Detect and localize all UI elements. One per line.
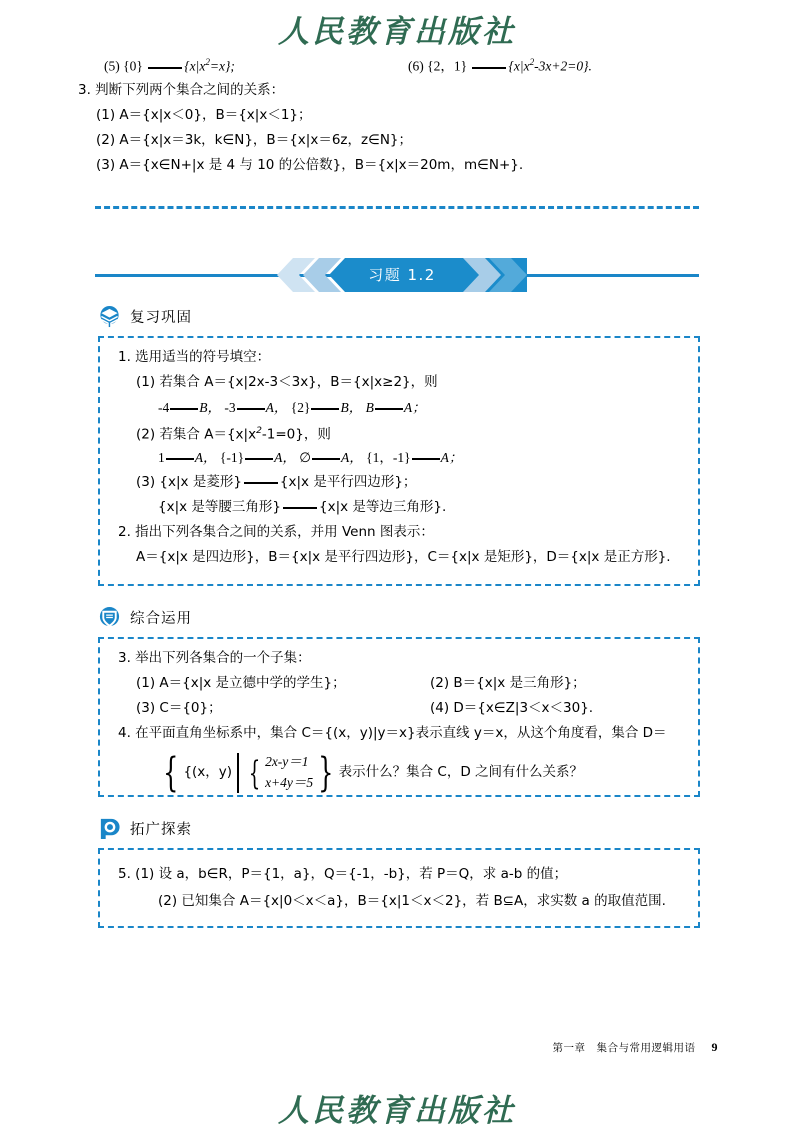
- footer-page-number: 9: [711, 1040, 718, 1054]
- q1-3-blank-1[interactable]: [244, 482, 278, 484]
- question-3-sub-3: (3) A＝{x∈N+|x 是 4 与 10 的公倍数}，B＝{x|x＝20m，m∈N+}.: [96, 157, 524, 173]
- exercise-box-apply-content: [100, 639, 698, 804]
- q1-1-val-b: -3: [224, 400, 236, 415]
- apply-q3-sub-2: (2) B＝{x|x 是三角形}；: [430, 675, 586, 691]
- section-title-explore: 拓广探索: [130, 821, 192, 838]
- exercise-row-5-6: [78, 58, 718, 84]
- item-6-right-prefix: {x|x: [508, 58, 530, 74]
- apply-q4-tail: 表示什么？集合 C，D 之间有什么关系？: [338, 764, 584, 781]
- review-q2-stem: 2. 指出下列各集合之间的关系，并用 Venn 图表示：: [118, 524, 434, 540]
- apply-q3-sub-3: (3) C＝{0}；: [136, 700, 222, 716]
- q1-1-val-d: B: [365, 400, 374, 415]
- item-5-blank[interactable]: [148, 67, 182, 69]
- q1-1-after-d: A；: [403, 400, 426, 415]
- q1-2-val-d: {1，-1}: [366, 450, 411, 465]
- magnifier-icon: [98, 817, 121, 840]
- apply-q4-set-open: {(x，y): [183, 764, 233, 781]
- apply-q4-equation-1: 2x-y＝1: [265, 754, 309, 769]
- q1-1-after-b: A，: [265, 400, 288, 415]
- set-brace-open: {: [163, 749, 179, 796]
- page-footer: [78, 1040, 718, 1055]
- review-q1-3-line1: [118, 476, 686, 501]
- q1-2-val-b: {-1}: [219, 450, 245, 465]
- exercise-box-review-content: [100, 338, 698, 582]
- q1-2-val-c: ∅: [299, 450, 311, 465]
- set-brace-close: }: [318, 749, 334, 796]
- q1-3-blank-2[interactable]: [283, 507, 317, 509]
- explore-q5-sub-2: (2) 已知集合 A＝{x|0＜x＜a}，B＝{x|1＜x＜2}，若 B⊆A，求实数 a 的取值范围.: [158, 893, 666, 909]
- question-3-sub-1: (1) A＝{x|x＜0}，B＝{x|x＜1}；: [96, 107, 312, 123]
- set-condition-bar: [237, 753, 239, 793]
- q1-2-lead-exponent: 2: [256, 425, 262, 436]
- q1-3-line2-a: {x|x 是等腰三角形}: [158, 499, 281, 515]
- apply-q4-equation-2: x+4y＝5: [265, 774, 314, 790]
- apply-q3-sub-1: (1) A＝{x|x 是立德中学的学生}；: [136, 675, 346, 691]
- q1-2-after-a: A，: [194, 450, 217, 465]
- exercise-box-explore: [98, 848, 700, 928]
- q1-3-line1-a: (3) {x|x 是菱形}: [136, 474, 242, 490]
- section-header-explore: [98, 815, 192, 841]
- q1-1-blank-a[interactable]: [170, 408, 198, 410]
- review-q1-3-line2: [118, 501, 686, 526]
- system-brace: {: [248, 752, 261, 792]
- section-title-apply: 综合运用: [130, 610, 192, 627]
- previous-exercises-block: [78, 58, 718, 184]
- q1-2-after-b: A，: [274, 450, 296, 465]
- apply-q3-row-1: [118, 677, 686, 702]
- item-6-left: {2，1}: [427, 58, 468, 74]
- publisher-logo-top: 人民教育出版社: [278, 14, 516, 49]
- explore-q5-sub-1: 5. (1) 设 a，b∈R，P＝{1，a}，Q＝{-1，-b}，若 P＝Q，求 a-b 的值；: [118, 866, 568, 882]
- q1-3-line2-b: {x|x 是等边三角形}.: [319, 499, 447, 515]
- apply-q4-system-row: [118, 749, 686, 798]
- item-5-right-suffix: =x};: [209, 58, 235, 74]
- q1-1-after-c: B，: [340, 400, 363, 415]
- q1-2-lead-suffix: -1=0}，则: [261, 426, 331, 443]
- review-q2-body: A＝{x|x 是四边形}，B＝{x|x 是平行四边形}，C＝{x|x 是矩形}，D＝{x|x 是正方形}.: [136, 549, 671, 565]
- review-q1-1-blanks: [118, 401, 686, 426]
- review-q1-2-blanks: [118, 451, 686, 476]
- q1-1-blank-d[interactable]: [375, 408, 403, 410]
- q1-1-blank-c[interactable]: [311, 408, 339, 410]
- q1-2-after-c: A，: [340, 450, 363, 465]
- footer-chapter: 第一章 集合与常用逻辑用语: [552, 1042, 696, 1054]
- q1-2-lead-prefix: (2) 若集合 A＝{x|x: [136, 426, 257, 443]
- publisher-logo-bottom: 人民教育出版社: [278, 1093, 516, 1128]
- apply-q3-sub-4: (4) D＝{x∈Z|3＜x＜30}.: [430, 700, 594, 716]
- item-6-right-suffix: -3x+2=0}.: [534, 58, 592, 74]
- banner-title: 习题 1.2: [368, 266, 436, 284]
- q1-3-line1-b: {x|x 是平行四边形}；: [279, 474, 417, 490]
- section-title-review: 复习巩固: [130, 309, 192, 326]
- review-q1-1-lead: (1) 若集合 A＝{x|2x-3＜3x}，B＝{x|x≥2}，则: [136, 374, 438, 390]
- item-5-number: (5): [104, 58, 120, 74]
- q1-2-after-d: A；: [440, 450, 463, 465]
- review-q1-stem: 1. 选用适当的符号填空：: [118, 349, 271, 365]
- shield-icon: [98, 606, 121, 629]
- question-3-sub-2: (2) A＝{x|x＝3k，k∈N}，B＝{x|x＝6z，z∈N}；: [96, 132, 413, 148]
- book-stack-icon: [98, 305, 121, 328]
- exercise-box-review: [98, 336, 700, 586]
- question-3-stem: 3. 判断下列两个集合之间的关系：: [78, 82, 285, 98]
- apply-q3-row-2: [118, 702, 686, 727]
- q1-1-after-a: B，: [199, 400, 221, 415]
- q1-1-blank-b[interactable]: [237, 408, 265, 410]
- q1-1-val-a: -4: [158, 400, 170, 415]
- q1-1-val-c: {2}: [290, 400, 311, 415]
- item-5-exponent: 2: [205, 57, 210, 67]
- q1-2-blank-d[interactable]: [412, 458, 440, 460]
- item-5-left: {0}: [123, 58, 143, 74]
- exercise-banner: [95, 258, 699, 292]
- q1-2-blank-b[interactable]: [245, 458, 273, 460]
- q1-2-blank-a[interactable]: [166, 458, 194, 460]
- section-header-review: [98, 303, 192, 329]
- item-6-number: (6): [408, 58, 424, 74]
- item-6-blank[interactable]: [472, 67, 506, 69]
- exercise-item-5: [104, 58, 235, 73]
- q1-2-val-a: 1: [158, 450, 165, 465]
- exercise-item-6: [408, 58, 592, 73]
- section-divider: [95, 206, 699, 209]
- apply-q4-equations: [265, 752, 313, 794]
- apply-q4-line1: 4. 在平面直角坐标系中，集合 C＝{(x，y)|y＝x}表示直线 y＝x，从这个角度看，集合 D＝: [118, 725, 667, 741]
- exercise-box-apply: [98, 637, 700, 797]
- exercise-box-explore-content: [100, 850, 698, 928]
- item-5-right-prefix: {x|x: [184, 58, 206, 74]
- q1-2-blank-c[interactable]: [312, 458, 340, 460]
- apply-q3-stem: 3. 举出下列各集合的一个子集：: [118, 650, 311, 666]
- section-header-apply: [98, 604, 192, 630]
- review-q1-2-lead: [118, 426, 686, 451]
- item-6-exponent: 2: [529, 57, 535, 67]
- apply-q4-set-builder: [158, 749, 339, 796]
